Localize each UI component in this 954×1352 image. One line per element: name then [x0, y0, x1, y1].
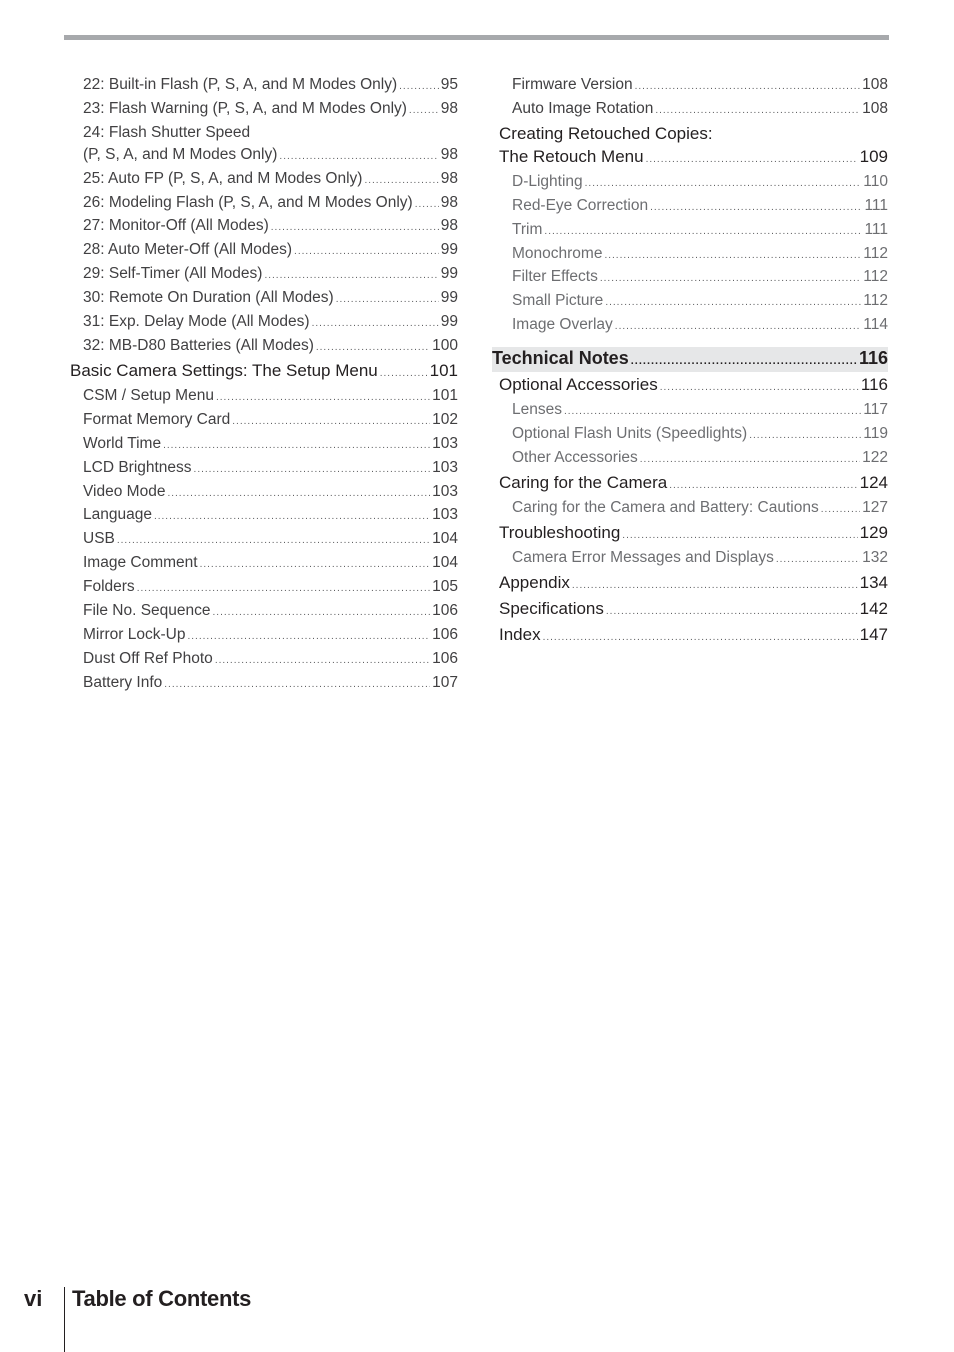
toc-entry[interactable]: 25: Auto FP (P, S, A, and M Modes Only) ..... 98 [70, 168, 458, 192]
toc-chapter-entry[interactable]: The Retouch Menu ..... 109 [492, 145, 888, 171]
toc-entry[interactable]: Folders ..... 105 [70, 576, 458, 600]
toc-entry[interactable]: Other Accessories ..... 122 [492, 447, 888, 471]
toc-entry[interactable]: 23: Flash Warning (P, S, A, and M Modes Only) ..... 98 [70, 98, 458, 122]
toc-entry[interactable]: 31: Exp. Delay Mode (All Modes) ..... 99 [70, 311, 458, 335]
toc-entry[interactable]: 26: Modeling Flash (P, S, A, and M Modes Only) ..... 98 [70, 192, 458, 216]
toc-chapter-entry[interactable]: Basic Camera Settings: The Setup Menu ..... 101 [70, 359, 458, 385]
toc-entry[interactable]: 22: Built-in Flash (P, S, A, and M Modes Only) ..... 95 [70, 74, 458, 98]
toc-entry[interactable]: 32: MB-D80 Batteries (All Modes) ..... 100 [70, 335, 458, 359]
toc-entry[interactable]: Auto Image Rotation ..... 108 [492, 98, 888, 122]
toc-chapter-entry[interactable]: Index ..... 147 [492, 623, 888, 649]
toc-entry[interactable]: 30: Remote On Duration (All Modes) ..... 99 [70, 287, 458, 311]
toc-entry[interactable]: Image Overlay ..... 114 [492, 314, 888, 338]
page-number: vi [24, 1286, 43, 1311]
toc-entry[interactable]: Red-Eye Correction ..... 111 [492, 195, 888, 219]
toc-chapter-entry[interactable]: Specifications ..... 142 [492, 597, 888, 623]
toc-entry[interactable]: File No. Sequence ..... 106 [70, 600, 458, 624]
toc-entry[interactable]: Battery Info ..... 107 [70, 672, 458, 696]
toc-entry[interactable]: D-Lighting ..... 110 [492, 171, 888, 195]
toc-entry[interactable]: LCD Brightness ..... 103 [70, 457, 458, 481]
toc-entry[interactable]: (P, S, A, and M Modes Only) ..... 98 [70, 144, 458, 168]
toc-entry-heading: 24: Flash Shutter Speed [83, 123, 251, 141]
toc-chapter-entry[interactable]: Optional Accessories ..... 116 [492, 373, 888, 399]
toc-entry[interactable]: Mirror Lock-Up ..... 106 [70, 624, 458, 648]
toc-entry[interactable]: Caring for the Camera and Battery: Cautions ..... 127 [492, 497, 888, 521]
toc-entry[interactable]: Image Comment ..... 104 [70, 552, 458, 576]
toc-chapter-entry[interactable]: Troubleshooting ..... 129 [492, 521, 888, 547]
toc-entry[interactable]: 29: Self-Timer (All Modes) ..... 99 [70, 263, 458, 287]
toc-left-column [70, 74, 458, 696]
toc-chapter-heading: Creating Retouched Copies: [499, 123, 713, 143]
toc-chapter-entry[interactable]: Appendix ..... 134 [492, 571, 888, 597]
toc-entry[interactable]: CSM / Setup Menu ..... 101 [70, 385, 458, 409]
toc-section-technical-notes[interactable]: Technical Notes ..... 116 [492, 347, 888, 372]
toc-entry[interactable]: Filter Effects ..... 112 [492, 266, 888, 290]
toc-entry[interactable]: Optional Flash Units (Speedlights) ..... 119 [492, 423, 888, 447]
toc-entry[interactable]: World Time ..... 103 [70, 433, 458, 457]
top-rule [64, 35, 889, 40]
toc-entry[interactable]: Firmware Version ..... 108 [492, 74, 888, 98]
toc-chapter-entry[interactable]: Caring for the Camera ..... 124 [492, 471, 888, 497]
toc-entry[interactable]: Trim ..... 111 [492, 219, 888, 243]
toc-right-column [492, 74, 888, 649]
toc-entry[interactable]: 28: Auto Meter-Off (All Modes) ..... 99 [70, 239, 458, 263]
toc-entry[interactable]: Dust Off Ref Photo ..... 106 [70, 648, 458, 672]
toc-entry[interactable]: Format Memory Card ..... 102 [70, 409, 458, 433]
footer-divider [64, 1287, 65, 1352]
toc-entry[interactable]: Video Mode ..... 103 [70, 481, 458, 505]
toc-entry[interactable]: Monochrome ..... 112 [492, 243, 888, 267]
toc-entry[interactable]: Camera Error Messages and Displays ..... 132 [492, 547, 888, 571]
toc-entry[interactable]: Lenses ..... 117 [492, 399, 888, 423]
toc-entry[interactable]: USB ..... 104 [70, 528, 458, 552]
page-title: Table of Contents [72, 1286, 252, 1311]
toc-entry[interactable]: Language ..... 103 [70, 504, 458, 528]
toc-entry[interactable]: Small Picture ..... 112 [492, 290, 888, 314]
toc-entry[interactable]: 27: Monitor-Off (All Modes) ..... 98 [70, 215, 458, 239]
